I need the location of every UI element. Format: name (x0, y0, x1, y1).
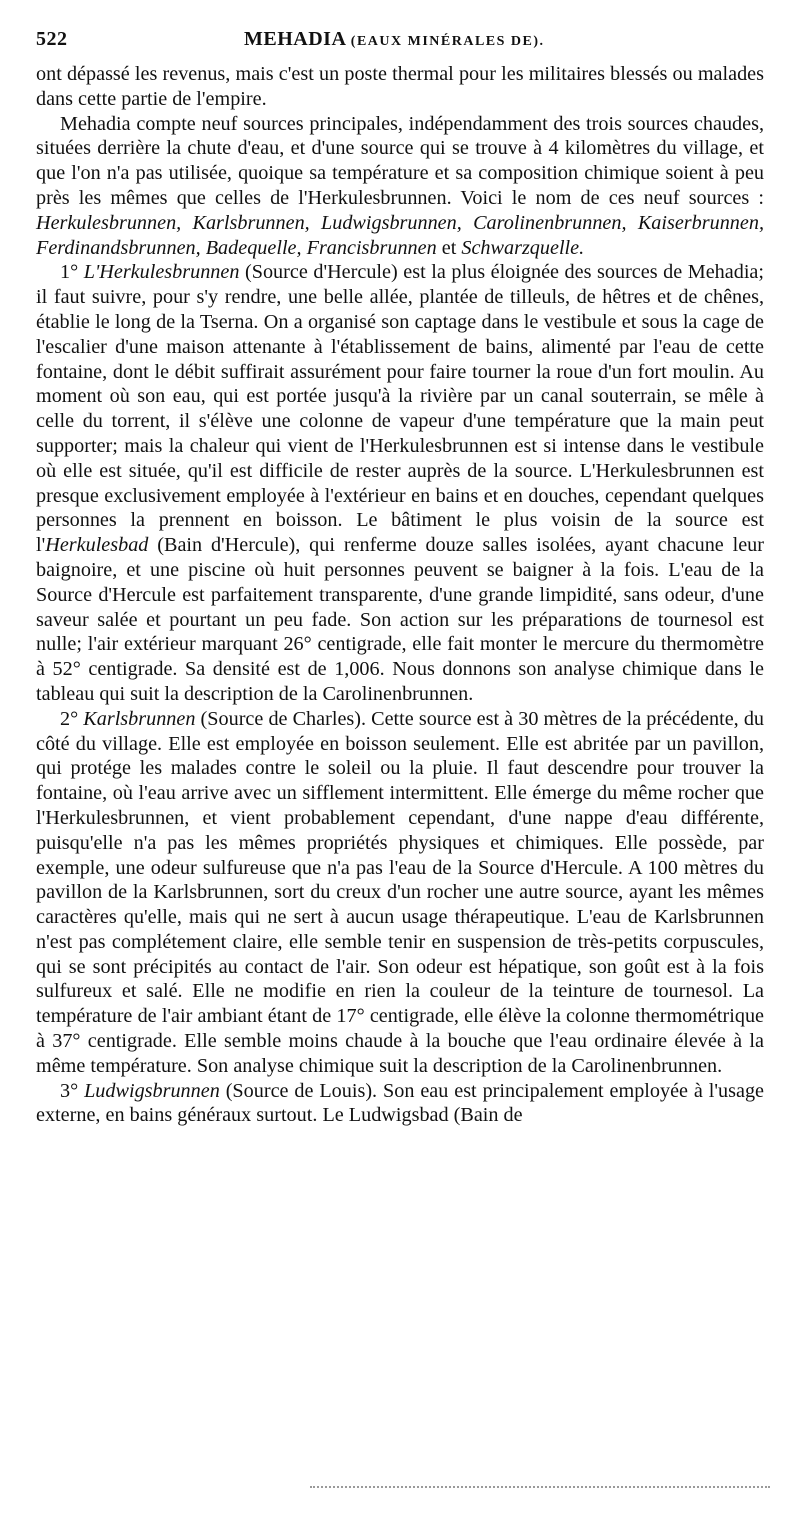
para2-name: L'Herkulesbrunnen (83, 261, 240, 284)
header-subtitle: (EAUX MINÉRALES DE). (350, 34, 545, 49)
para2-bath: Herkulesbad (45, 534, 149, 557)
running-header (36, 28, 766, 58)
para3-name: Karlsbrunnen (83, 707, 196, 730)
para4-name: Ludwigsbrunnen (84, 1079, 220, 1102)
para1-and: et (436, 236, 462, 259)
para0-text: ont dépassé les revenus, mais c'est un poste thermal pour les militaires blessés ou malades dans cette partie de l'empire. (36, 63, 764, 110)
para3-num: 2° (60, 707, 84, 730)
footer-dotted-rule (310, 1486, 770, 1494)
para4-text: (Source de Louis). Son eau est principalement employée à l'usage externe, en bains généraux surtout. Le Ludwigsbad (Bain de (36, 1079, 764, 1127)
para2-text2: (Bain d'Hercule), qui renferme douze salles isolées, ayant chacune leur baignoire, et une piscine où huit personnes peuvent se baigner à la fois. L'eau de la Source d'Hercule est parfaitement transparente, d'une grande limpidité, sans odeur, d'une saveur salée et pourtant un peu fade. Son action sur les préparations de tournesol est nulle; l'air extérieur marquant 26° centigrade, elle fait monter le mercure du thermomètre à 52° centigrade. Sa densité est de 1,006. Nous donnons son analyse chimique dans le tableau qui suit la description de la Carolinenbrunnen. (36, 534, 764, 705)
running-title (244, 28, 545, 51)
paragraph-sources-list (36, 112, 764, 261)
body-text (36, 62, 764, 1128)
para2-text1: (Source d'Hercule) est la plus éloignée des sources de Mehadia; il faut suivre, pour s'y rendre, une belle allée, plantée de tilleuls, de hêtres et de chênes, établie le long de la Tserna. On a organisé son captage dans le vestibule et sous la cage de l'escalier d'une maison attenante à l'établissement de bains, alimenté par l'eau de cette fontaine, dont le débit suffirait assurément pour faire tourner la roue d'un fort moulin. Au moment où son eau, qui est portée jusqu'à la rivière par un canal souterrain, se mêle à celle du torrent, il s'élève une colonne de vapeur d'une température que la main peut supporter; mais la chaleur qui vient de l'Herkulesbrunnen est si intense dans le vestibule où elle est située, qu'il est difficile de rester auprès de la source. L'Herkulesbrunnen est presque exclusivement employée à l'extérieur en bains et en douches, cependant quelques personnes la prennent en boisson. Le bâtiment le plus voisin de la source est l' (36, 261, 764, 557)
paragraph-ludwigsbrunnen (36, 1079, 764, 1129)
paragraph-karlsbrunnen (36, 707, 764, 1079)
para3-text: (Source de Charles). Cette source est à 30 mètres de la précédente, du côté du village. Elle est employée en boisson seulement. Elle est abritée par un pavillon, qui protége les malades contre le soleil ou la pluie. Il faut descendre pour trouver la fontaine, où l'eau arrive avec un sifflement intermittent. Elle émerge du même rocher que l'Herkulesbrunnen, et vient probablement cependant, d'une nappe d'eau différente, puisqu'elle n'a pas les mêmes propriétés physiques et chimiques. Elle possède, par exemple, une odeur sulfureuse que n'a pas l'eau de la Source d'Hercule. A 100 mètres du pavillon de la Karlsbrunnen, sort du creux d'un rocher une autre source, ayant les mêmes caractères qu'elle, mais qui ne sert à aucun usage thérapeutique. L'eau de Karlsbrunnen n'est pas complétement claire, elle semble tenir en suspension de très-petits corpuscules, qui se sont précipités au contact de l'air. Son odeur est hépatique, son goût est à la fois sulfureux et salé. Elle ne modifie en rien la couleur de la teinture de tournesol. La température de l'air ambiant étant de 17° centigrade, elle élève la colonne thermométrique à 37° centigrade. Elle semble moins chaude à la bouche que l'eau ordinaire élevée à la même température. Son analyse chimique suit la description de la Carolinenbrunnen. (36, 707, 765, 1077)
para4-num: 3° (60, 1079, 85, 1102)
source-last-name: Schwarzquelle. (461, 236, 585, 259)
para1-text: Mehadia compte neuf sources principales, indépendamment des trois sources chaudes, situées derrière la chute d'eau, et d'une source qui se trouve à 4 kilomètres du village, et que l'on n'a pas utilisée, quoique sa température et sa composition chimique soient à peu près les mêmes que celles de l'Herkulesbrunnen. Voici le nom de ces neuf sources : (36, 112, 764, 209)
page-number: 522 (36, 28, 68, 50)
paragraph-continued (36, 62, 764, 112)
paragraph-herkulesbrunnen (36, 260, 764, 706)
header-title: MEHADIA (244, 28, 346, 50)
source-names: Herkulesbrunnen, Karlsbrunnen, Ludwigsbrunnen, Carolinenbrunnen, Kaiserbrunnen, Ferdinandsbrunnen, Badequelle, Francisbrunnen (36, 211, 764, 259)
para2-num: 1° (60, 261, 84, 284)
